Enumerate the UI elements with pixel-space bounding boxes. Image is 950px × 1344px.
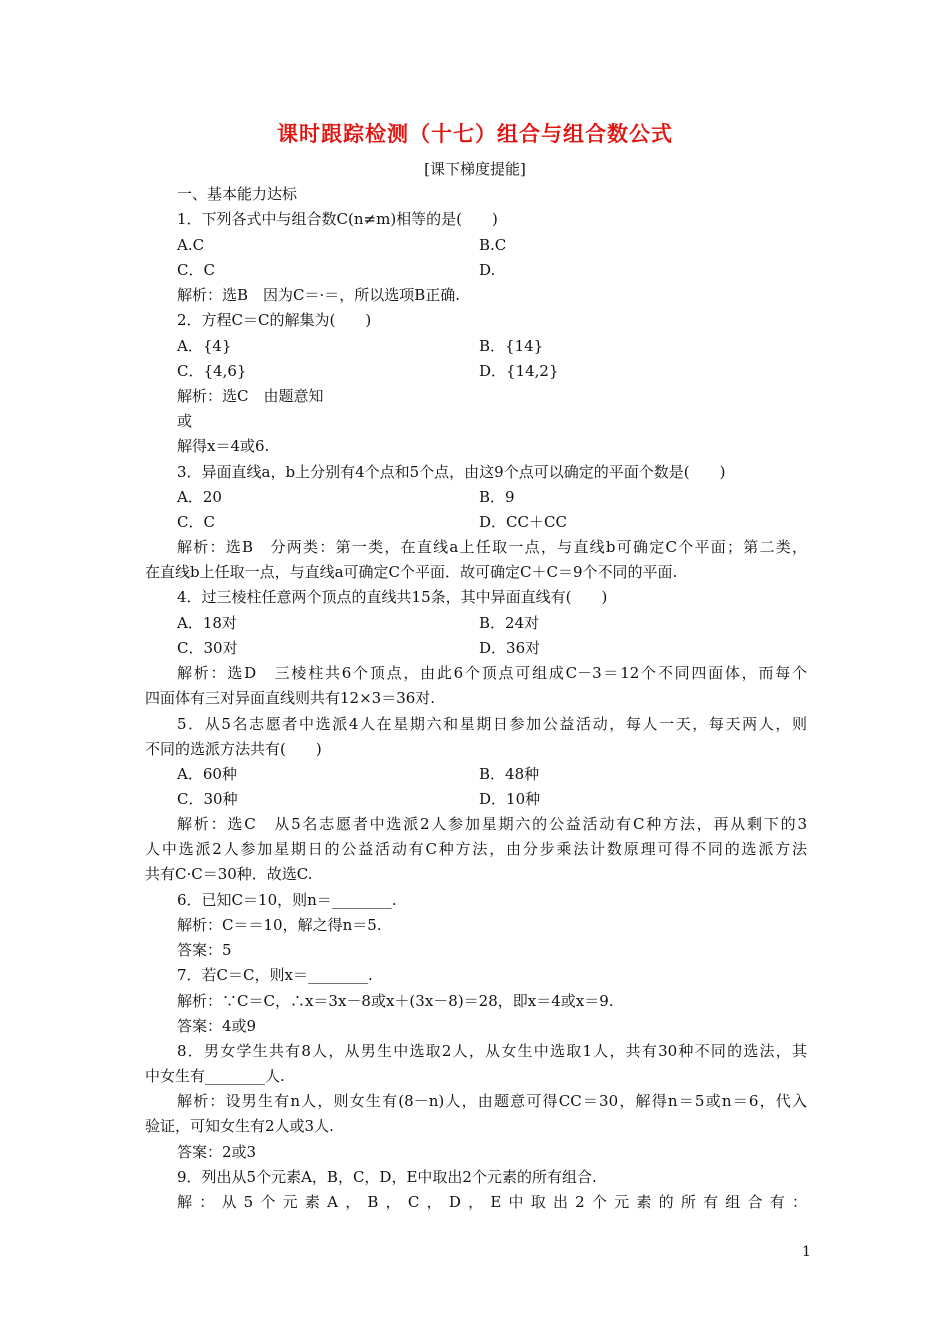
question-2: 2．方程C＝C的解集为( ) [177,311,372,329]
q6-answer: 答案：5 [177,941,232,959]
q5-option-a: A．60种 [177,765,237,783]
q5-option-d: D．10种 [479,790,541,808]
q1-option-a: A.C [177,236,205,254]
q3-option-c: C．C [177,513,215,531]
question-8-line: 中女生有________人. [145,1067,285,1085]
q2-option-b: B．{14} [479,337,544,355]
q3-option-a: A．20 [177,488,222,506]
q5-option-c: C．30种 [177,790,238,808]
q4-option-b: B．24对 [479,614,540,632]
question-4: 4．过三棱柱任意两个顶点的直线共15条，其中异面直线有( ) [177,588,608,606]
q7-solution: 解析：∵C＝C，∴x＝3x－8或x＋(3x－8)＝28，即x＝4或x＝9. [177,992,614,1010]
question-9: 9．列出从5个元素A，B，C，D，E中取出2个元素的所有组合. [177,1168,597,1186]
q2-option-d: D．{14,2} [479,362,559,380]
q1-solution: 解析：选B 因为C＝·＝，所以选项B正确. [177,286,461,304]
q4-solution-line: 四面体有三对异面直线则共有12×3＝36对. [145,689,436,707]
q2-solution: 解析：选C 由题意知 [177,387,324,405]
page-number: 1 [802,1244,811,1260]
question-8: 8．男女学生共有8人，从男生中选取2人，从女生中选取1人，共有30种不同的选法，其 [177,1042,807,1060]
q8-solution-line: 验证，可知女生有2人或3人. [145,1117,334,1135]
q6-solution: 解析：C＝＝10，解之得n＝5. [177,916,382,934]
q3-solution-line: 在直线b上任取一点，与直线a可确定C个平面．故可确定C＋C＝9个不同的平面. [145,563,678,581]
q1-option-c: C．C [177,261,215,279]
q8-answer: 答案：2或3 [177,1143,257,1161]
q1-option-d: D. [479,261,496,279]
q2-solution-line: 解得x＝4或6. [177,437,270,455]
q3-solution: 解析：选B 分两类：第一类，在直线a上任取一点，与直线b可确定C个平面；第二类， [177,538,807,556]
q3-option-d: D．CC＋CC [479,513,567,531]
question-6: 6．已知C＝10，则n＝________. [177,891,397,909]
q4-solution: 解析：选D 三棱柱共6个顶点，由此6个顶点可组成C－3＝12个不同四面体，而每个 [177,664,807,682]
page-title: 课时跟踪检测（十七）组合与组合数公式 [277,122,673,146]
question-3: 3．异面直线a，b上分别有4个点和5个点，由这9个点可以确定的平面个数是( ) [177,463,726,481]
q4-option-d: D．36对 [479,639,541,657]
question-5-line: 不同的选派方法共有( ) [145,740,322,758]
q5-solution-line: 共有C·C＝30种．故选C. [145,865,313,883]
q4-option-a: A．18对 [177,614,237,632]
q5-solution-line: 人中选派2人参加星期日的公益活动有C种方法，由分步乘法计数原理可得不同的选派方法 [145,840,807,858]
question-5: 5．从5名志愿者中选派4人在星期六和星期日参加公益活动，每人一天，每天两人，则 [177,715,807,733]
q2-option-a: A．{4} [177,337,232,355]
q8-solution: 解析：设男生有n人，则女生有(8－n)人，由题意可得CC＝30，解得n＝5或n＝6，代入 [177,1092,807,1110]
q7-answer: 答案：4或9 [177,1017,257,1035]
q5-option-b: B．48种 [479,765,540,783]
question-7: 7．若C＝C，则x＝________. [177,966,373,984]
q3-option-b: B．9 [479,488,515,506]
section-heading: 一、基本能力达标 [177,185,298,203]
q5-solution: 解析：选C 从5名志愿者中选派2人参加星期六的公益活动有C种方法，再从剩下的3 [177,815,807,833]
page-subtitle: [课下梯度提能] [424,160,526,178]
q2-solution-line: 或 [177,412,193,430]
q2-option-c: C．{4,6} [177,362,247,380]
q9-solution: 解：从5个元素A，B，C，D，E中取出2个元素的所有组合有： [177,1193,807,1211]
question-1: 1．下列各式中与组合数C(n≠m)相等的是( ) [177,210,498,228]
q1-option-b: B.C [479,236,507,254]
q4-option-c: C．30对 [177,639,238,657]
